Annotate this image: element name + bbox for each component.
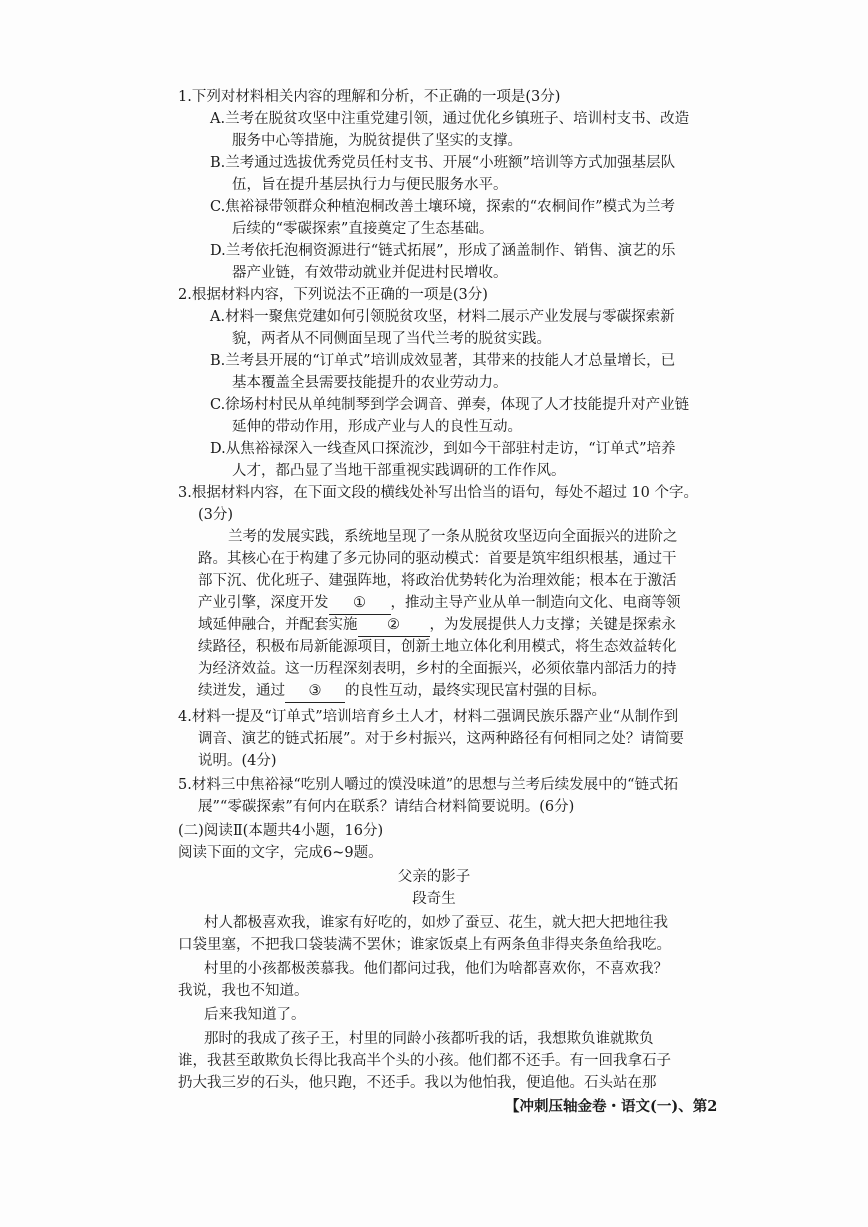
q2-option-b-line2: 基本覆盖全县需要技能提升的农业劳动力。 [232, 375, 508, 391]
q3-passage-line: 兰考的发展实践，系统地呈现了一条从脱贫攻坚迈向全面振兴的进阶之 [228, 529, 678, 545]
story-author: 段奇生 [412, 891, 456, 907]
q2-option-c-line2: 延伸的带动作用，形成产业与人的良性互动。 [232, 419, 522, 435]
story-paragraph-line: 我说，我也不知道。 [178, 983, 309, 999]
q1-option-c-line1: C.焦裕禄带领群众种植泡桐改善土壤环境，探索的“农桐间作”模式为兰考 [210, 199, 676, 215]
q2-option-d-line1: D.从焦裕禄深入一线查风口探流沙，到如今干部驻村走访，“订单式”培养 [210, 441, 676, 457]
story-paragraph-line: 谁，我甚至敢欺负长得比我高半个头的小孩。他们都不还手。有一回我拿石子 [178, 1053, 671, 1069]
q1-option-d-line1: D.兰考依托泡桐资源进行“链式拓展”，形成了涵盖制作、销售、演艺的乐 [210, 243, 676, 259]
q3-passage-line [198, 680, 606, 703]
q3-passage-line: 续路径，积极布局新能源项目，创新土地立体化利用模式，将生态效益转化 [198, 639, 677, 655]
section-instruction: 阅读下面的文字，完成6~9题。 [178, 845, 383, 861]
story-paragraph-line: 后来我知道了。 [204, 1007, 306, 1023]
question-4-line: 说明。(4分) [198, 753, 277, 769]
fill-blank-3[interactable]: ③ [285, 680, 345, 703]
q1-option-b-line1: B.兰考通过选拔优秀党员任村支书、开展“小班额”培训等方式加强基层队 [210, 155, 676, 171]
q3-line5-text: 域延伸融合，并配套实施 [198, 617, 358, 633]
story-paragraph-line: 村里的小孩都极羡慕我。他们都问过我，他们为啥都喜欢你，不喜欢我？ [204, 961, 668, 977]
question-1-stem: 1.下列对材料相关内容的理解和分析，不正确的一项是(3分) [178, 89, 561, 105]
story-paragraph-line: 那时的我成了孩子王，村里的同龄小孩都听我的话，我想欺负谁就欺负 [204, 1031, 654, 1047]
fill-blank-2[interactable]: ② [358, 614, 430, 637]
q3-passage-line [198, 592, 681, 615]
q3-line5-text: ，为发展提供人力支撑；关键是探索永 [429, 617, 676, 633]
q3-passage-line: 为经济效益。这一历程深刻表明，乡村的全面振兴，必须依靠内部活力的持 [198, 661, 677, 677]
q2-option-d-line2: 人才，都凸显了当地干部重视实践调研的工作作风。 [232, 463, 566, 479]
question-5-line: 展”“零碳探索”有何内在联系？请结合材料简要说明。(6分) [198, 799, 575, 815]
q3-line8-text: 的良性互动，最终实现民富村强的目标。 [345, 683, 606, 699]
q2-option-a-line2: 貌，两者从不同侧面呈现了当代兰考的脱贫实践。 [232, 331, 551, 347]
q2-option-c-line1: C.徐场村村民从单纯制琴到学会调音、弹奏，体现了人才技能提升对产业链 [210, 397, 690, 413]
q1-option-a-line2: 服务中心等措施，为脱贫提供了坚实的支撑。 [232, 133, 522, 149]
q3-line4-text: 产业引擎，深度开发 [198, 595, 329, 611]
question-3-stem: 3.根据材料内容，在下面文段的横线处补写出恰当的语句，每处不超过 10 个字。 [178, 485, 699, 501]
section-heading: (二)阅读Ⅱ(本题共4小题，16分) [178, 823, 384, 839]
question-4-line: 调音、演艺的链式拓展”。对于乡村振兴，这两种路径有何相同之处？请简要 [198, 731, 684, 747]
q3-line8-text: 续迸发，通过 [198, 683, 285, 699]
story-paragraph-line: 口袋里塞，不把我口袋装满不罢休；谁家饭桌上有两条鱼非得夹条鱼给我吃。 [178, 937, 671, 953]
fill-blank-1[interactable]: ① [329, 592, 391, 615]
q3-passage-line: 部下沉、优化班子、建强阵地，将政治优势转化为治理效能；根本在于激活 [198, 573, 677, 589]
question-3-score: (3分) [198, 507, 234, 523]
story-paragraph-line: 村人都极喜欢我，谁家有好吃的，如炒了蚕豆、花生，就大把大把地往我 [204, 915, 668, 931]
question-5-line: 5.材料三中焦裕禄“吃别人嚼过的馍没味道”的思想与兰考后续发展中的“链式拓 [178, 777, 679, 793]
story-paragraph-line: 扔大我三岁的石头，他只跑，不还手。我以为他怕我，便追他。石头站在那 [178, 1075, 657, 1091]
q2-option-b-line1: B.兰考县开展的“订单式”培训成效显著，其带来的技能人才总量增长，已 [210, 353, 676, 369]
q3-passage-line: 路。其核心在于构建了多元协同的驱动模式：首要是筑牢组织根基，通过干 [198, 551, 677, 567]
q3-line4-text: ，推动主导产业从单一制造向文化、电商等领 [390, 595, 681, 611]
q1-option-a-line1: A.兰考在脱贫攻坚中注重党建引领，通过优化乡镇班子、培训村支书、改造 [210, 111, 690, 127]
q1-option-d-line2: 器产业链，有效带动就业并促进村民增收。 [232, 265, 508, 281]
q1-option-b-line2: 伍，旨在提升基层执行力与便民服务水平。 [232, 177, 508, 193]
page-footer: 【冲刺压轴金卷・语文(一)、第2 [505, 1098, 718, 1115]
q1-option-c-line2: 后续的“零碳探索”直接奠定了生态基础。 [232, 221, 494, 237]
story-title: 父亲的影子 [397, 869, 471, 885]
question-4-line: 4.材料一提及“订单式”培训培育乡土人才，材料二强调民族乐器产业“从制作到 [178, 709, 679, 725]
q3-passage-line [198, 614, 676, 637]
q2-option-a-line1: A.材料一聚焦党建如何引领脱贫攻坚，材料二展示产业发展与零碳探索新 [210, 309, 675, 325]
question-2-stem: 2.根据材料内容，下列说法不正确的一项是(3分) [178, 287, 488, 303]
